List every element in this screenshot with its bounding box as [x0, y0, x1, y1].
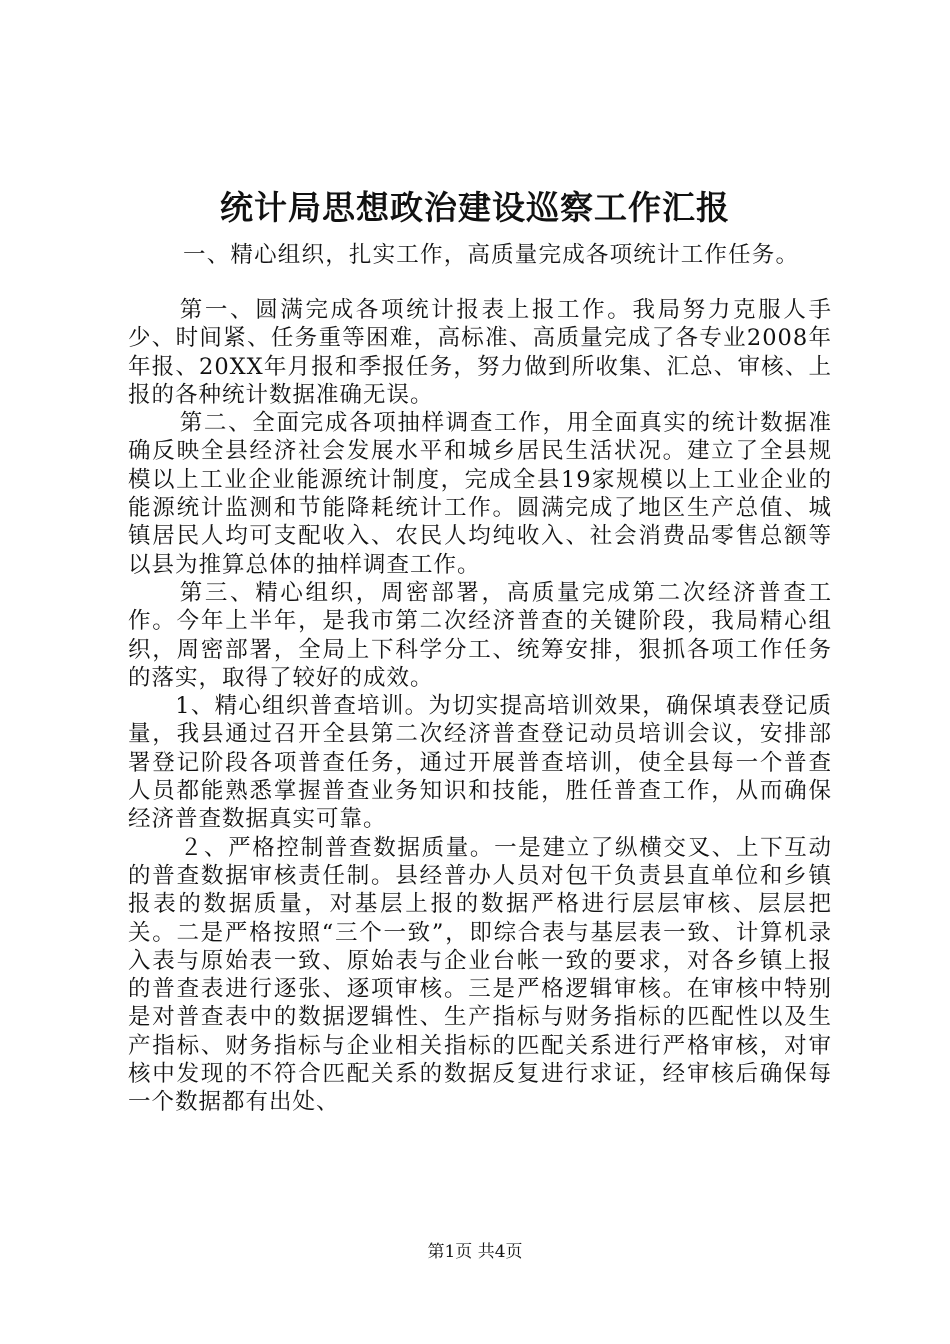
paragraph-census-training: 1、精心组织普查培训。为切实提高培训效果，确保填表登记质量，我县通过召开全县第二次经济普查登记动员培训会议，安排部署登记阶段各项普查任务，通过开展普查培训，使全县每一个普查人员都能熟悉掌握普查业务知识和技能，胜任普查工作，从而确保经济普查数据真实可靠。: [128, 693, 832, 833]
paragraph-reports: 第一、圆满完成各项统计报表上报工作。我局努力克服人手少、时间紧、任务重等困难，高标准、高质量完成了各专业2008年年报、20XX年月报和季报任务，努力做到所收集、汇总、审核、上报的各种统计数据准确无误。: [128, 297, 832, 408]
paragraph-economic-census: 第三、精心组织，周密部署，高质量完成第二次经济普查工作。今年上半年，是我市第二次经济普查的关键阶段，我局精心组织，周密部署，全局上下科学分工、统筹安排，狠抓各项工作任务的落实，取得了较好的成效。: [128, 579, 832, 691]
page-number: 第1页 共4页: [427, 1242, 523, 1262]
paragraph-sampling-survey: 第二、全面完成各项抽样调查工作，用全面真实的统计数据准确反映全县经济社会发展水平和城乡居民生活状况。建立了全县规模以上工业企业能源统计制度，完成全县19家规模以上工业企业的能源统计监测和节能降耗统计工作。圆满完成了地区生产总值、城镇居民人均可支配收入、农民人均纯收入、社会消费品零售总额等以县为推算总体的抽样调查工作。: [128, 410, 832, 578]
document-title: 统计局思想政治建设巡察工作汇报: [220, 188, 730, 227]
paragraph-data-quality: ２、严格控制普查数据质量。一是建立了纵横交叉、上下互动的普查数据审核责任制。县经普办人员对包干负责县直单位和乡镇报表的数据质量，对基层上报的数据严格进行层层审核、层层把关。二是严格按照“三个一致”，即综合表与基层表一致、计算机录入表与原始表一致、原始表与企业台帐一致的要求，对各乡镇上报的普查表进行逐张、逐项审核。三是严格逻辑审核。在审核中特别是对普查表中的数据逻辑性、生产指标与财务指标的匹配性以及生产指标、财务指标与企业相关指标的匹配关系进行严格审核，对审核中发现的不符合匹配关系的数据反复进行求证，经审核后确保每一个数据都有出处、: [128, 834, 832, 1116]
document-body: [128, 296, 832, 1117]
section-heading: 一、精心组织，扎实工作，高质量完成各项统计工作任务。: [183, 242, 800, 268]
